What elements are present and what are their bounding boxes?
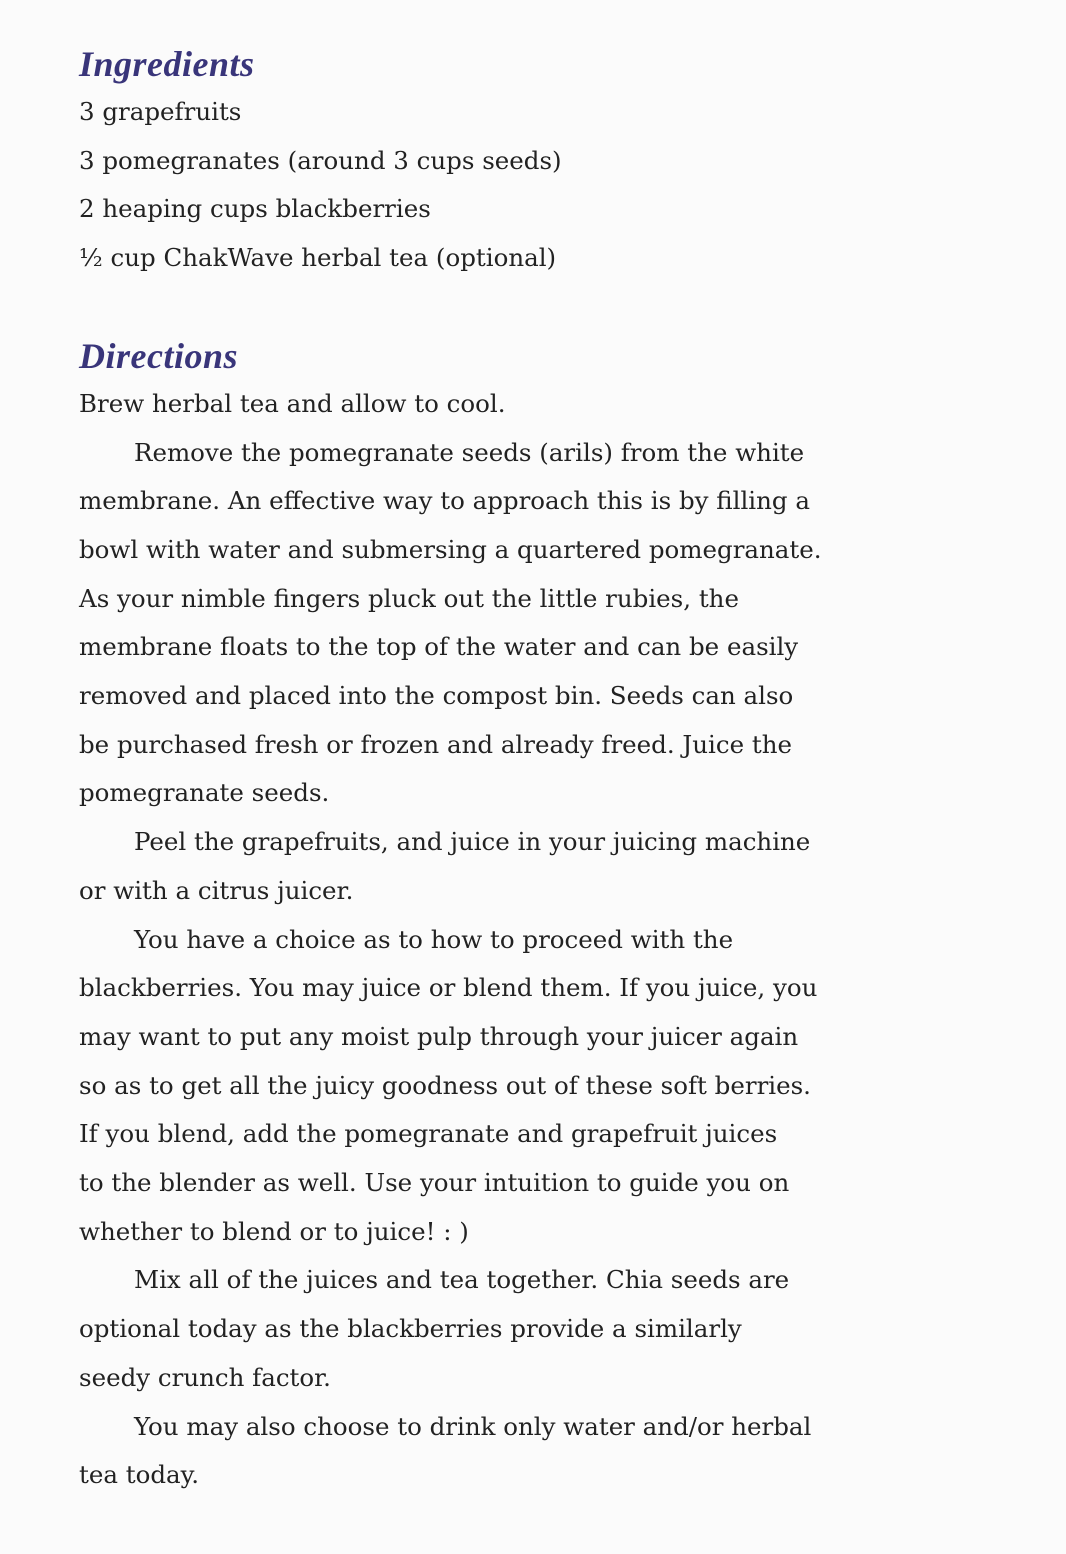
paragraph-line: membrane. An effective way to approach this is by filling a (79, 486, 810, 516)
directions-step (79, 818, 1039, 915)
paragraph-line: You may also choose to drink only water and/or herbal (134, 1411, 812, 1441)
paragraph-line: tea today. (79, 1460, 199, 1490)
directions-heading: Directions (79, 335, 239, 376)
paragraph-line: Mix all of the juices and tea together. Chia seeds are (134, 1265, 790, 1295)
paragraph-line: seedy crunch factor. (79, 1362, 331, 1392)
paragraph-line: pomegranate seeds. (79, 778, 330, 808)
paragraph-line: to the blender as well. Use your intuition to guide you on (79, 1168, 790, 1198)
ingredient-item: 3 grapefruits (79, 97, 242, 126)
ingredient-item: 3 pomegranates (around 3 cups seeds) (79, 145, 562, 175)
paragraph-line: Brew herbal tea and allow to cool. (79, 388, 506, 418)
paragraph-line: removed and placed into the compost bin. Seeds can also (79, 681, 794, 711)
paragraph-line: bowl with water and submersing a quartered pomegranate. (79, 534, 822, 564)
paragraph-line: optional today as the blackberries provide a similarly (79, 1314, 742, 1344)
directions-step (79, 916, 1039, 1257)
directions-step (79, 380, 1039, 429)
paragraph-line: may want to put any moist pulp through your juicer again (79, 1021, 799, 1051)
section-spacer (79, 283, 1039, 332)
directions-step (79, 429, 1039, 819)
ingredients-heading: Ingredients (79, 44, 255, 84)
paragraph-line: Remove the pomegranate seeds (arils) from the white (134, 437, 805, 467)
recipe-page (79, 40, 1039, 1500)
paragraph-line: As your nimble fingers pluck out the little rubies, the (79, 583, 739, 613)
directions-step (79, 1403, 1039, 1500)
ingredients-list (79, 88, 1039, 283)
paragraph-line: whether to blend or to juice! : ) (79, 1216, 469, 1246)
ingredient-item: ½ cup ChakWave herbal tea (optional) (79, 243, 557, 273)
paragraph-line: Peel the grapefruits, and juice in your juicing machine (134, 827, 811, 857)
paragraph-line: membrane floats to the top of the water and can be easily (79, 632, 799, 662)
paragraph-line: so as to get all the juicy goodness out of these soft berries. (79, 1070, 811, 1100)
paragraph-line: You have a choice as to how to proceed with the (134, 924, 734, 954)
directions-step (79, 1256, 1039, 1402)
paragraph-line: If you blend, add the pomegranate and grapefruit juices (79, 1119, 778, 1149)
paragraph-line: blackberries. You may juice or blend them. If you juice, you (79, 973, 818, 1003)
paragraph-line: be purchased fresh or frozen and already freed. Juice the (79, 729, 793, 759)
paragraph-line: or with a citrus juicer. (79, 875, 354, 905)
ingredient-item: 2 heaping cups blackberries (79, 194, 431, 224)
